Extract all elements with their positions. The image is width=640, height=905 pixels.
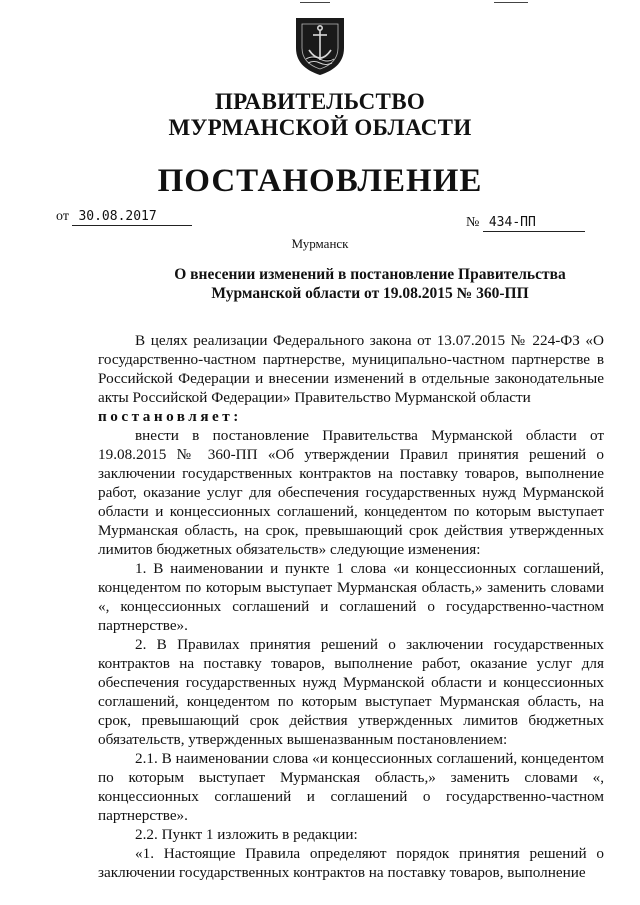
- intro-paragraph: внести в постановление Правительства Мурманской области от 19.08.2015 № 360-ПП «Об утверждении Правил принятия решений о заключении государственных контрактов на поставку товаров, выполнение работ, оказание услуг для обеспечения государственных нужд Мурманской области и концессионных соглашений, концедентом по которым выступает Мурманская область, на срок, превышающий срок действия утвержденных лимитов бюджетных обязательств» следующие изменения:: [98, 427, 604, 558]
- item-2-2-paragraph: 2.2. Пункт 1 изложить в редакции:: [135, 826, 358, 843]
- scan-mark: [494, 2, 528, 3]
- date-field: [56, 209, 192, 226]
- document-body: [98, 331, 604, 882]
- preamble-paragraph: [98, 331, 604, 407]
- quote-paragraph: «1. Настоящие Правила определяют порядок принятия решений о заключении государственных контрактов на поставку товаров, выполнение: [98, 845, 604, 881]
- preamble-text: В целях реализации Федерального закона от 13.07.2015 № 224-ФЗ «О государственно-частном партнерстве, муниципально-частном партнерстве в Российской Федерации и внесении изменений в отдельные законодательные акты Российской Федерации» Правительство Мурманской области: [98, 332, 604, 406]
- number-field: [466, 215, 585, 232]
- number-value: 434-ПП: [483, 215, 585, 232]
- resolves-word: постановляет:: [98, 408, 242, 425]
- document-type: ПОСТАНОВЛЕНИЕ: [157, 163, 483, 199]
- title-line1: О внесении изменений в постановление Правительства: [174, 266, 566, 283]
- city: Мурманск: [291, 236, 349, 251]
- number-prefix: №: [466, 215, 480, 230]
- date-prefix: от: [56, 209, 69, 224]
- scan-mark: [300, 2, 330, 3]
- item-2-paragraph: 2. В Правилах принятия решений о заключении государственных контрактов на поставку товаров, выполнение работ, оказание услуг для обеспечения государственных нужд Мурманской области и концессионных соглашений, концедентом по которым выступает Мурманская область, на срок, превышающий срок действия утвержденных лимитов бюджетных обязательств, утвержденных вышеназванным постановлением:: [98, 636, 604, 748]
- org-name-line1: ПРАВИТЕЛЬСТВО: [214, 89, 426, 114]
- org-name-line2: МУРМАНСКОЙ ОБЛАСТИ: [168, 115, 472, 140]
- murmansk-coat-of-arms-icon: [292, 14, 348, 76]
- date-value: 30.08.2017: [72, 209, 192, 226]
- title-line2: Мурманской области от 19.08.2015 № 360-ПП: [211, 285, 529, 302]
- document-title: [120, 265, 620, 303]
- item-1-paragraph: 1. В наименовании и пункте 1 слова «и концессионных соглашений, концедентом по которым выступает Мурманская область,» заменить словами «, концессионных соглашений и соглашений о государственно-частном партнерстве».: [98, 560, 604, 634]
- item-2-1-paragraph: 2.1. В наименовании слова «и концессионных соглашений, концедентом по которым выступает Мурманская область,» заменить словами «, концессионных соглашений и соглашений о государственно-частном партнерстве».: [98, 750, 604, 824]
